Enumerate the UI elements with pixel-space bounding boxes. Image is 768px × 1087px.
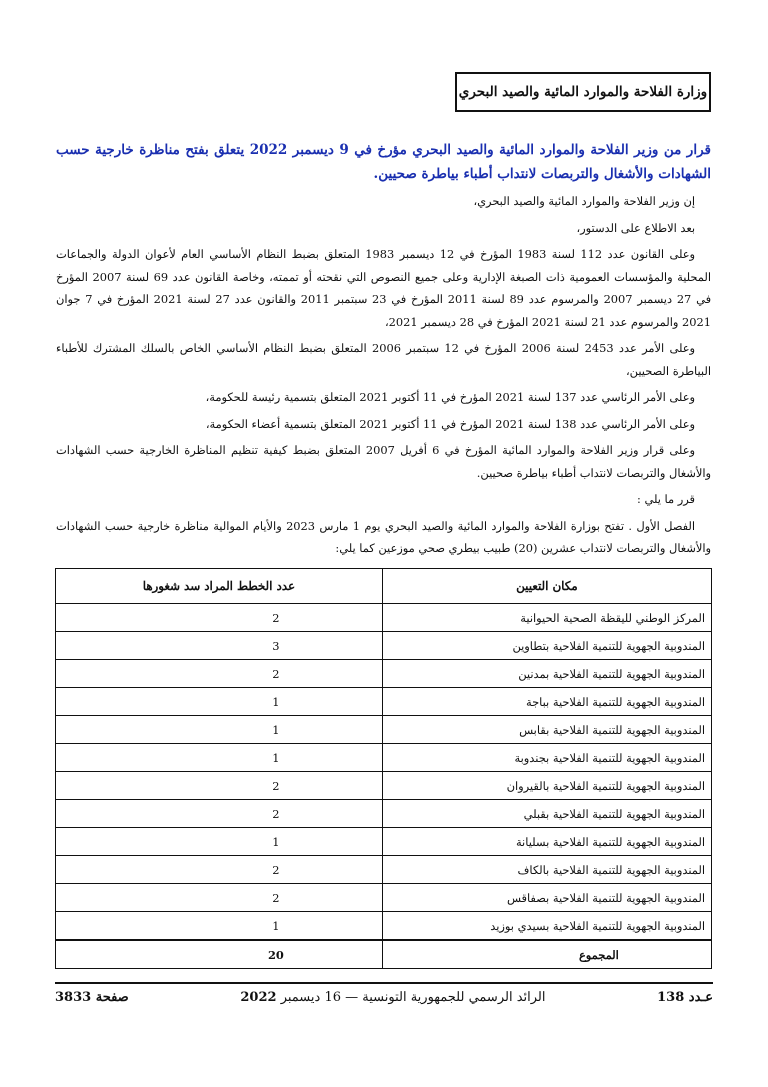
table-header-row [56, 569, 712, 604]
header-count: عدد الخطط المراد سد شغورها [56, 569, 383, 604]
table-row [56, 828, 712, 856]
count-cell: 2 [56, 772, 383, 800]
place-cell: المركز الوطني لليقظة الصحية الحيوانية [382, 604, 711, 632]
count-cell: 1 [56, 912, 383, 941]
preamble-paragraph: وعلى القانون عدد 112 لسنة 1983 المؤرخ في 12 ديسمبر 1983 المتعلق بضبط النظام الأساسي العام لأعوان الدولة والجماعات المحلية والمؤسسات العمومية ذات الصبغة الإدارية وعلى جميع النصوص التي نقحته أو تممته، وخاصة القانون عدد 69 لسنة 2007 المؤرخ في 27 ديسمبر 2007 والمرسوم عدد 89 لسنة 2011 المؤرخ في 23 سبتمبر 2011 والقانون عدد 27 لسنة 2021 المؤرخ في 7 جوان 2021 والمرسوم عدد 21 لسنة 2021 المؤرخ في 28 ديسمبر 2021، [56, 247, 712, 329]
place-cell: المندوبية الجهوية للتنمية الفلاحية بسيدي بوزيد [382, 912, 711, 941]
place-cell: المندوبية الجهوية للتنمية الفلاحية بتطاوين [382, 632, 711, 660]
ministry-name: وزارة الفلاحة والموارد المائية والصيد البحري [458, 84, 708, 100]
place-cell: المندوبية الجهوية للتنمية الفلاحية بسليانة [382, 828, 711, 856]
preamble-paragraph: وعلى قرار وزير الفلاحة والموارد المائية المؤرخ في 6 أفريل 2007 المتعلق بضبط كيفية تنظيم المناظرة الخارجية حسب الشهادات والأشغال والتربصات لانتداب أطباء بياطرة صحيين. [56, 443, 711, 480]
table-row [56, 912, 712, 941]
preamble-paragraph: بعد الاطلاع على الدستور، [576, 220, 695, 235]
count-cell: 2 [56, 604, 383, 632]
count-cell: 2 [56, 856, 383, 884]
table-row [56, 772, 712, 800]
count-cell: 1 [56, 828, 383, 856]
count-cell: 2 [56, 660, 383, 688]
place-cell: المندوبية الجهوية للتنمية الفلاحية بجندوبة [382, 744, 711, 772]
gazette-name-date: الرائد الرسمي للجمهورية التونسية — 16 ديسمبر [280, 989, 546, 1005]
decree-title: قرار من وزير الفلاحة والموارد المائية والصيد البحري مؤرخ في 9 ديسمبر 2022 يتعلق بفتح مناظرة خارجية حسب الشهادات والأشغال والتربصات لانتداب أطباء بياطرة صحيين. [56, 142, 711, 182]
decision-heading: قرر ما يلي : [637, 492, 695, 506]
count-cell: 2 [56, 800, 383, 828]
posts-table [55, 568, 712, 969]
place-cell: المندوبية الجهوية للتنمية الفلاحية بقبلي [382, 800, 711, 828]
table-row [56, 800, 712, 828]
place-cell: المندوبية الجهوية للتنمية الفلاحية بقابس [382, 716, 711, 744]
table-total-row [56, 940, 712, 969]
table-row [56, 744, 712, 772]
preamble-paragraph: إن وزير الفلاحة والموارد المائية والصيد البحري، [473, 194, 695, 208]
table-row [56, 632, 712, 660]
place-cell: المندوبية الجهوية للتنمية الفلاحية بالقيروان [382, 772, 711, 800]
place-cell: المندوبية الجهوية للتنمية الفلاحية بصفاقس [382, 884, 711, 912]
count-cell: 1 [56, 688, 383, 716]
table-row [56, 856, 712, 884]
page-footer [55, 986, 713, 1008]
footer-divider [55, 982, 713, 984]
count-cell: 3 [56, 632, 383, 660]
count-cell: 2 [56, 884, 383, 912]
place-cell: المندوبية الجهوية للتنمية الفلاحية بمدنين [382, 660, 711, 688]
place-cell: المندوبية الجهوية للتنمية الفلاحية بباجة [382, 688, 711, 716]
gazette-title [240, 990, 545, 1005]
preamble-paragraph: وعلى الأمر الرئاسي عدد 137 لسنة 2021 المؤرخ في 11 أكتوبر 2021 المتعلق بتسمية رئيسة للحكومة، [205, 390, 695, 404]
count-cell: 1 [56, 716, 383, 744]
article-one: الفصل الأول . تفتح بوزارة الفلاحة والموارد المائية والصيد البحري يوم 1 مارس 2023 والأيام الموالية مناظرة خارجية حسب الشهادات والأشغال والتربصات لانتداب عشرين (20) طبيب بيطري صحي موزعين كما يلي: [56, 518, 711, 555]
count-cell: 1 [56, 744, 383, 772]
header-place: مكان التعيين [382, 569, 711, 604]
gazette-year: 2022 [240, 989, 277, 1005]
issue-number: عـدد 138 [657, 989, 713, 1005]
table-row [56, 660, 712, 688]
preamble-paragraph: وعلى الأمر عدد 2453 لسنة 2006 المؤرخ في 12 سبتمبر 2006 المتعلق بضبط النظام الأساسي الخاص بالسلك المشترك للأطباء البياطرة الصحيين، [56, 341, 711, 378]
table-row [56, 604, 712, 632]
table-row [56, 688, 712, 716]
preamble-paragraph: وعلى الأمر الرئاسي عدد 138 لسنة 2021 المؤرخ في 11 أكتوبر 2021 المتعلق بتسمية أعضاء الحكومة، [205, 416, 695, 431]
table-row [56, 884, 712, 912]
decree-body [56, 190, 711, 560]
table-row [56, 716, 712, 744]
ministry-header-box [455, 72, 711, 112]
total-label: المجموع [382, 940, 711, 969]
total-value: 20 [56, 940, 383, 969]
page-number: صفحة 3833 [55, 989, 129, 1005]
place-cell: المندوبية الجهوية للتنمية الفلاحية بالكاف [382, 856, 711, 884]
